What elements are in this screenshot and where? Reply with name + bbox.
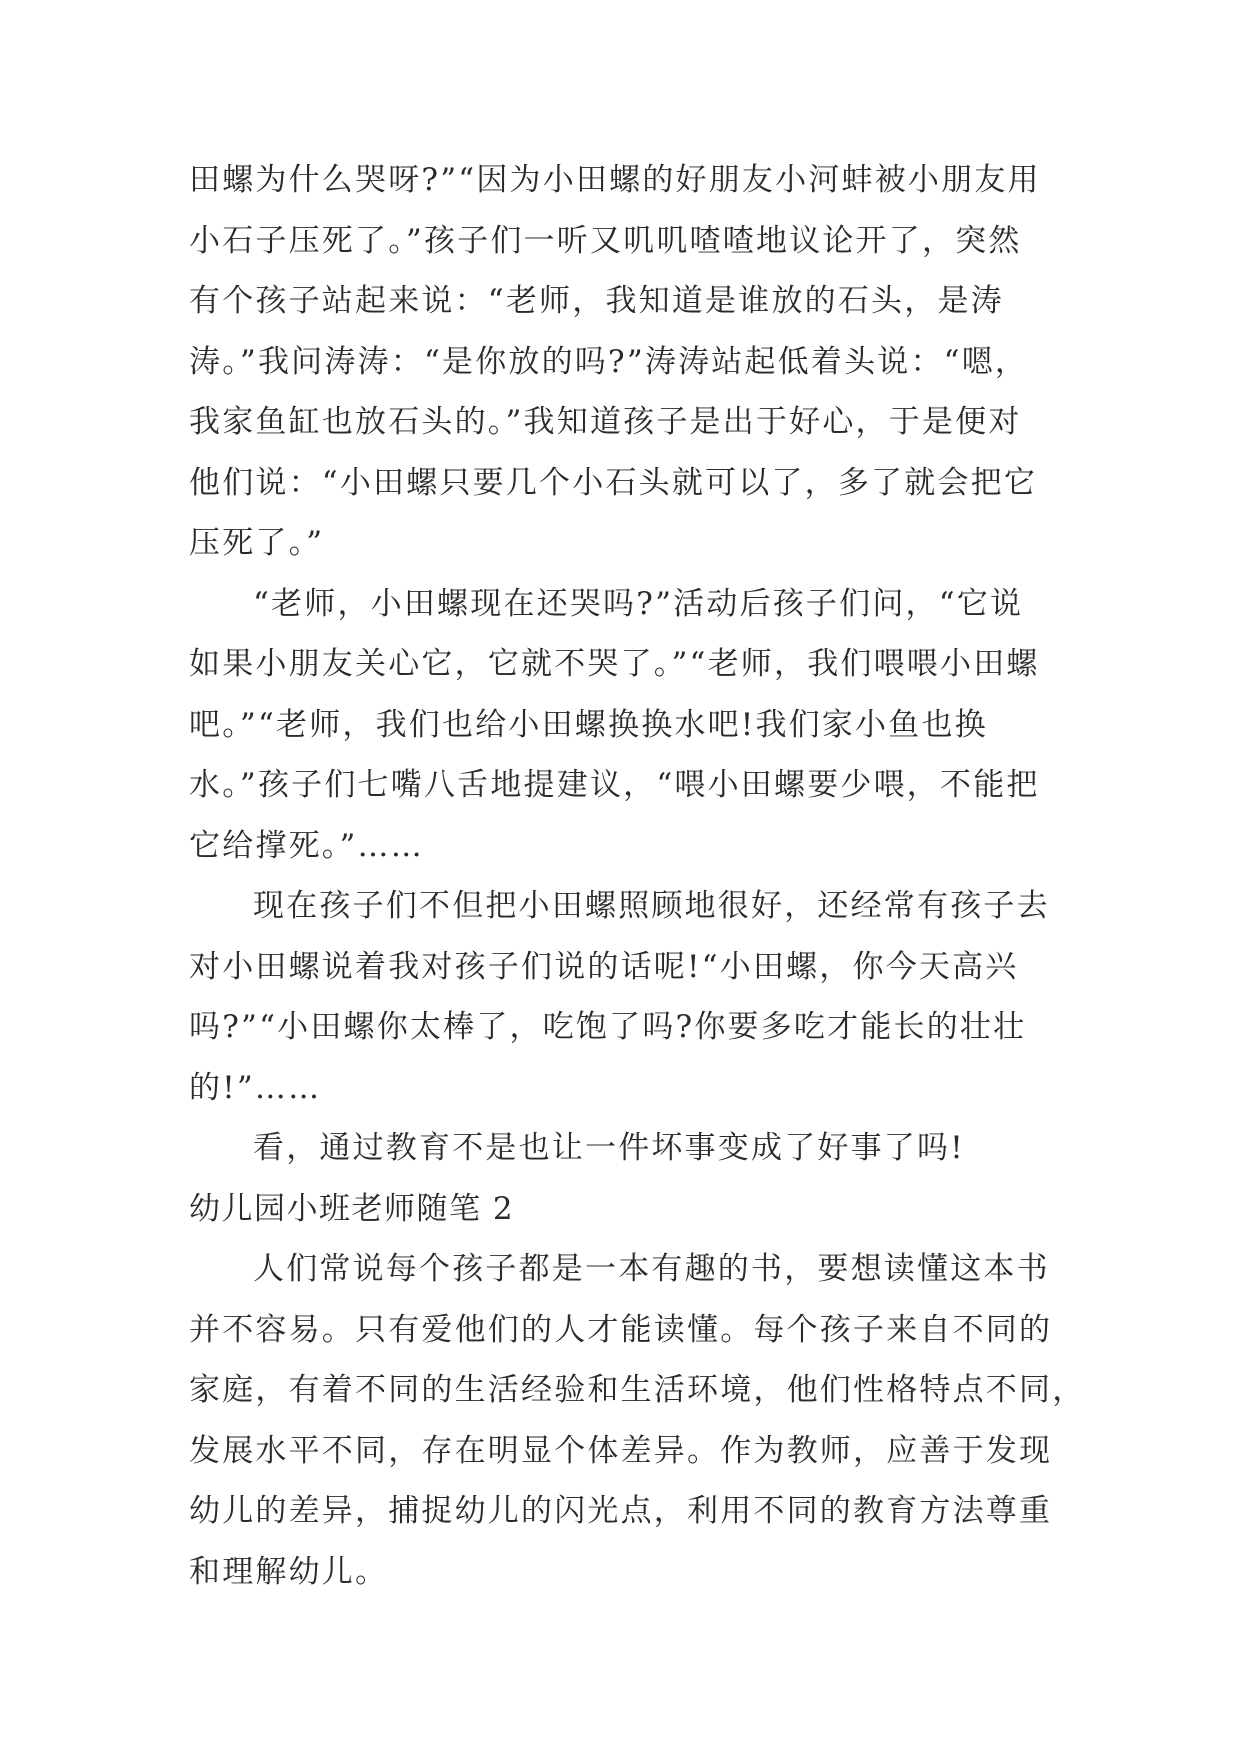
paragraph-3 (189, 876, 1059, 1118)
text-line: 吗?”“小田螺你太棒了，吃饱了吗?你要多吃才能长的壮壮 (189, 1009, 1027, 1045)
text-line: 田螺为什么哭呀?”“因为小田螺的好朋友小河蚌被小朋友用 (189, 162, 1041, 198)
text-line: 发展水平不同，存在明显个体差异。作为教师，应善于发现 (189, 1432, 1053, 1469)
text-line: 对小田螺说着我对孩子们说的话呢!“小田螺，你今天高兴 (189, 948, 1019, 985)
text-line: 现在孩子们不但把小田螺照顾地很好，还经常有孩子去 (253, 888, 1050, 924)
paragraph-2 (189, 574, 1059, 877)
section-heading (189, 1179, 1059, 1240)
text-line: 水。”孩子们七嘴八舌地提建议，“喂小田螺要少喂，不能把 (189, 767, 1040, 803)
text-line: 和理解幼儿。 (189, 1553, 389, 1590)
document-body (189, 150, 1086, 1602)
text-line: 人们常说每个孩子都是一本有趣的书，要想读懂这本书 (253, 1251, 1050, 1287)
text-line: 吧。”“老师，我们也给小田螺换换水吧!我们家小鱼也换 (189, 706, 988, 743)
text-line: 我家鱼缸也放石头的。”我知道孩子是出于好心，于是便对 (189, 404, 1022, 440)
text-line: 它给撑死。”…… (189, 827, 424, 864)
text-line: 的!”…… (189, 1069, 322, 1106)
paragraph-5 (189, 1239, 1086, 1602)
text-line: 如果小朋友关心它，它就不哭了。”“老师，我们喂喂小田螺 (189, 646, 1040, 682)
text-line: 他们说：“小田螺只要几个小石头就可以了，多了就会把它 (189, 464, 1038, 501)
text-line: “老师，小田螺现在还哭吗?”活动后孩子们问，“它说 (253, 585, 1024, 622)
text-line: 看，通过教育不是也让一件坏事变成了好事了吗! (253, 1130, 965, 1166)
text-line: 并不容易。只有爱他们的人才能读懂。每个孩子来自不同的 (189, 1311, 1053, 1348)
text-line: 有个孩子站起来说：“老师，我知道是谁放的石头，是涛 (189, 283, 1004, 319)
text-line: 涛。”我问涛涛：“是你放的吗?”涛涛站起低着头说：“嗯， (189, 343, 1029, 380)
paragraph-4 (189, 1118, 1059, 1179)
text-line: 压死了。” (189, 525, 325, 561)
text-line: 幼儿的差异，捕捉幼儿的闪光点，利用不同的教育方法尊重 (189, 1493, 1053, 1529)
paragraph-1 (189, 150, 1059, 574)
heading-text: 幼儿园小班老师随笔 2 (189, 1190, 515, 1227)
text-line: 家庭，有着不同的生活经验和生活环境，他们性格特点不同， (189, 1372, 1086, 1408)
text-line: 小石子压死了。”孩子们一听又叽叽喳喳地议论开了，突然 (189, 222, 1022, 259)
